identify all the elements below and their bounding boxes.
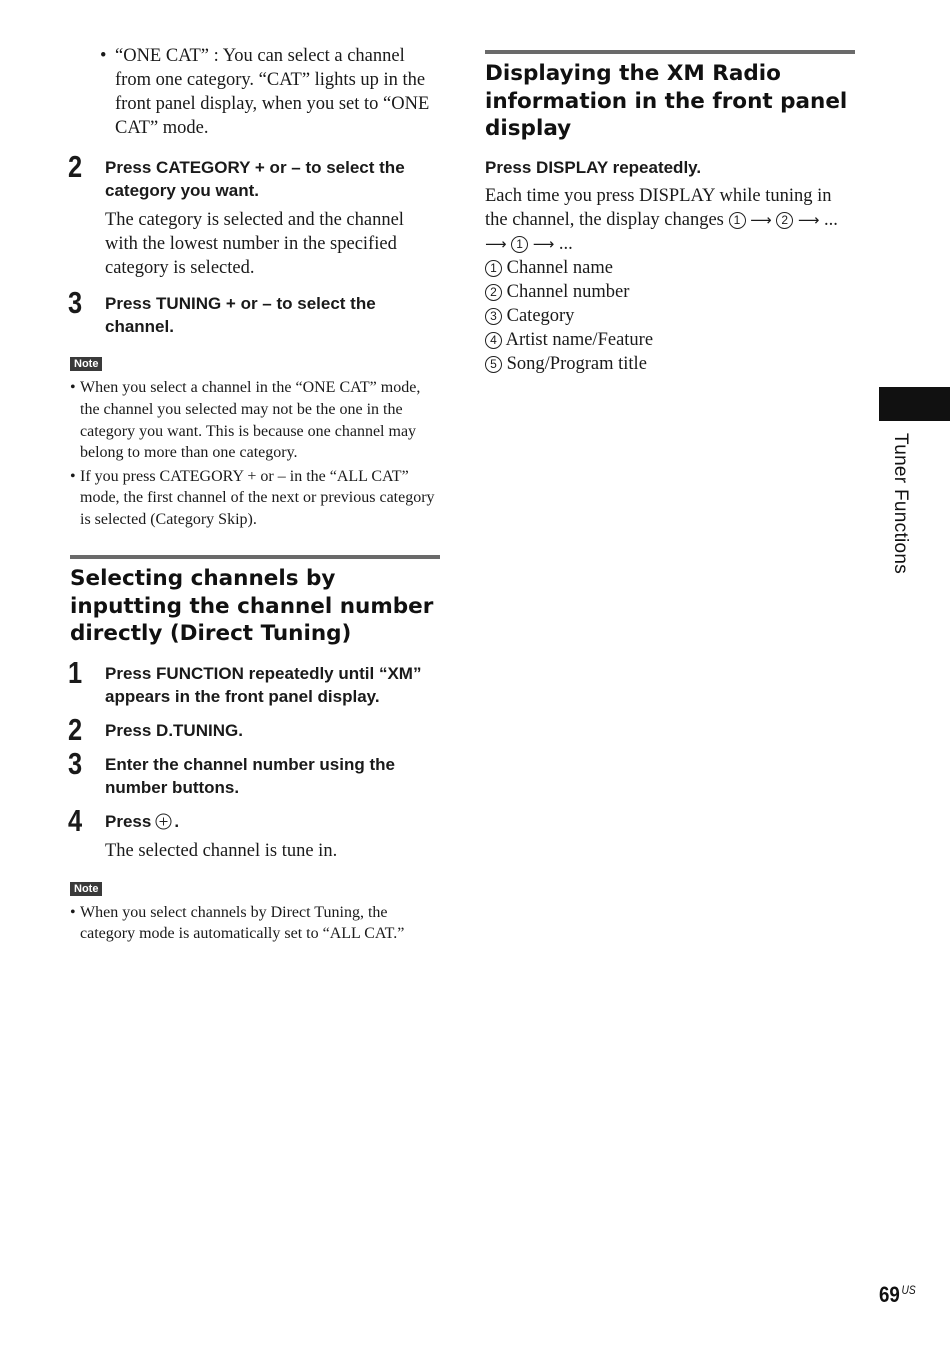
step-number: 3	[68, 285, 83, 320]
note-label: Note	[70, 357, 102, 371]
step-instruction: Press .	[105, 811, 180, 831]
section-divider	[70, 555, 440, 559]
step-instruction: Press FUNCTION repeatedly until “XM” appears in the front panel display.	[105, 663, 422, 706]
display-instruction: Press DISPLAY repeatedly.	[485, 157, 702, 177]
arrow-right-icon: ⟶	[485, 234, 507, 253]
page-suffix: US	[901, 1283, 916, 1297]
note-block-direct	[70, 879, 440, 946]
circled-number: 1	[485, 260, 502, 277]
bullet-dot: •	[100, 46, 107, 66]
step-instruction: Press D.TUNING.	[105, 720, 243, 740]
step-2-category	[68, 149, 440, 280]
section-divider	[485, 50, 855, 54]
note-block	[70, 354, 440, 531]
display-item: 5 Song/Program title	[485, 352, 855, 376]
display-item: 1 Channel name	[485, 256, 855, 280]
circled-number: 4	[485, 332, 502, 349]
step-1-function	[68, 654, 440, 708]
note-list	[70, 377, 440, 531]
arrow-right-icon: ⟶	[750, 210, 772, 229]
step-number: 1	[68, 654, 83, 690]
display-item: 2 Channel number	[485, 280, 855, 304]
step-3-tuning	[68, 285, 440, 338]
section-heading: Selecting channels by inputting the channel number directly (Direct Tuning)	[70, 566, 434, 647]
circled-number: 3	[485, 308, 502, 325]
step-description: The category is selected and the channel with the lowest number in the specified category is selected.	[105, 210, 404, 278]
left-column	[70, 44, 440, 947]
step-number: 4	[68, 802, 83, 838]
step-number: 2	[68, 149, 83, 184]
step-instruction: Enter the channel number using the number buttons.	[105, 754, 395, 797]
right-column	[485, 50, 855, 376]
page-number: 69 $^{US}$	[879, 1282, 916, 1307]
note-item: • If you press CATEGORY + or – in the “ALL CAT” mode, the first channel of the next or previous category is selected (Category Skip).	[70, 467, 435, 529]
side-tab-marker	[879, 387, 950, 421]
step-description: The selected channel is tune in.	[105, 840, 338, 861]
display-item: 3 Category	[485, 304, 855, 328]
display-items	[485, 256, 855, 376]
step-3-number	[68, 745, 440, 799]
step-4-enter	[68, 802, 440, 863]
step-instruction: Press TUNING + or – to select the channel.	[105, 294, 376, 336]
direct-tuning-section	[70, 555, 440, 945]
display-description: Each time you press DISPLAY while tuning in the channel, the display changes 1 ⟶ 2 ⟶ ... ⟶ 1 ⟶ ...	[485, 185, 838, 254]
circled-number: 2	[485, 284, 502, 301]
step-number: 2	[68, 711, 83, 747]
circled-number: 2	[776, 212, 793, 229]
enter-button-icon	[155, 813, 172, 830]
note-list	[70, 902, 440, 946]
circled-number: 5	[485, 356, 502, 373]
circled-number: 1	[511, 236, 528, 253]
step-2-dtuning	[68, 711, 440, 747]
note-label: Note	[70, 882, 102, 896]
display-item: 4 Artist name/Feature	[485, 328, 855, 352]
step-instruction: Press CATEGORY + or – to select the category you want.	[105, 158, 405, 200]
note-item: • When you select a channel in the “ONE CAT” mode, the channel you selected may not be the one in the category you want. This is because one channel may belong to more than one category.	[70, 379, 421, 462]
one-cat-text: “ONE CAT” : You can select a channel from one category. “CAT” lights up in the front panel display, when you set to “ONE CAT” mode.	[115, 46, 430, 138]
circled-number: 1	[729, 212, 746, 229]
step-number: 3	[68, 745, 83, 781]
note-item: • When you select channels by Direct Tuning, the category mode is automatically set to “ALL CAT.”	[70, 903, 405, 943]
side-tab-label: Tuner Functions	[890, 433, 911, 575]
one-cat-bullet	[67, 44, 440, 140]
arrow-right-icon: ⟶	[532, 234, 555, 253]
arrow-right-icon: ⟶	[797, 210, 820, 229]
section-heading: Displaying the XM Radio information in the front panel display	[485, 61, 848, 141]
